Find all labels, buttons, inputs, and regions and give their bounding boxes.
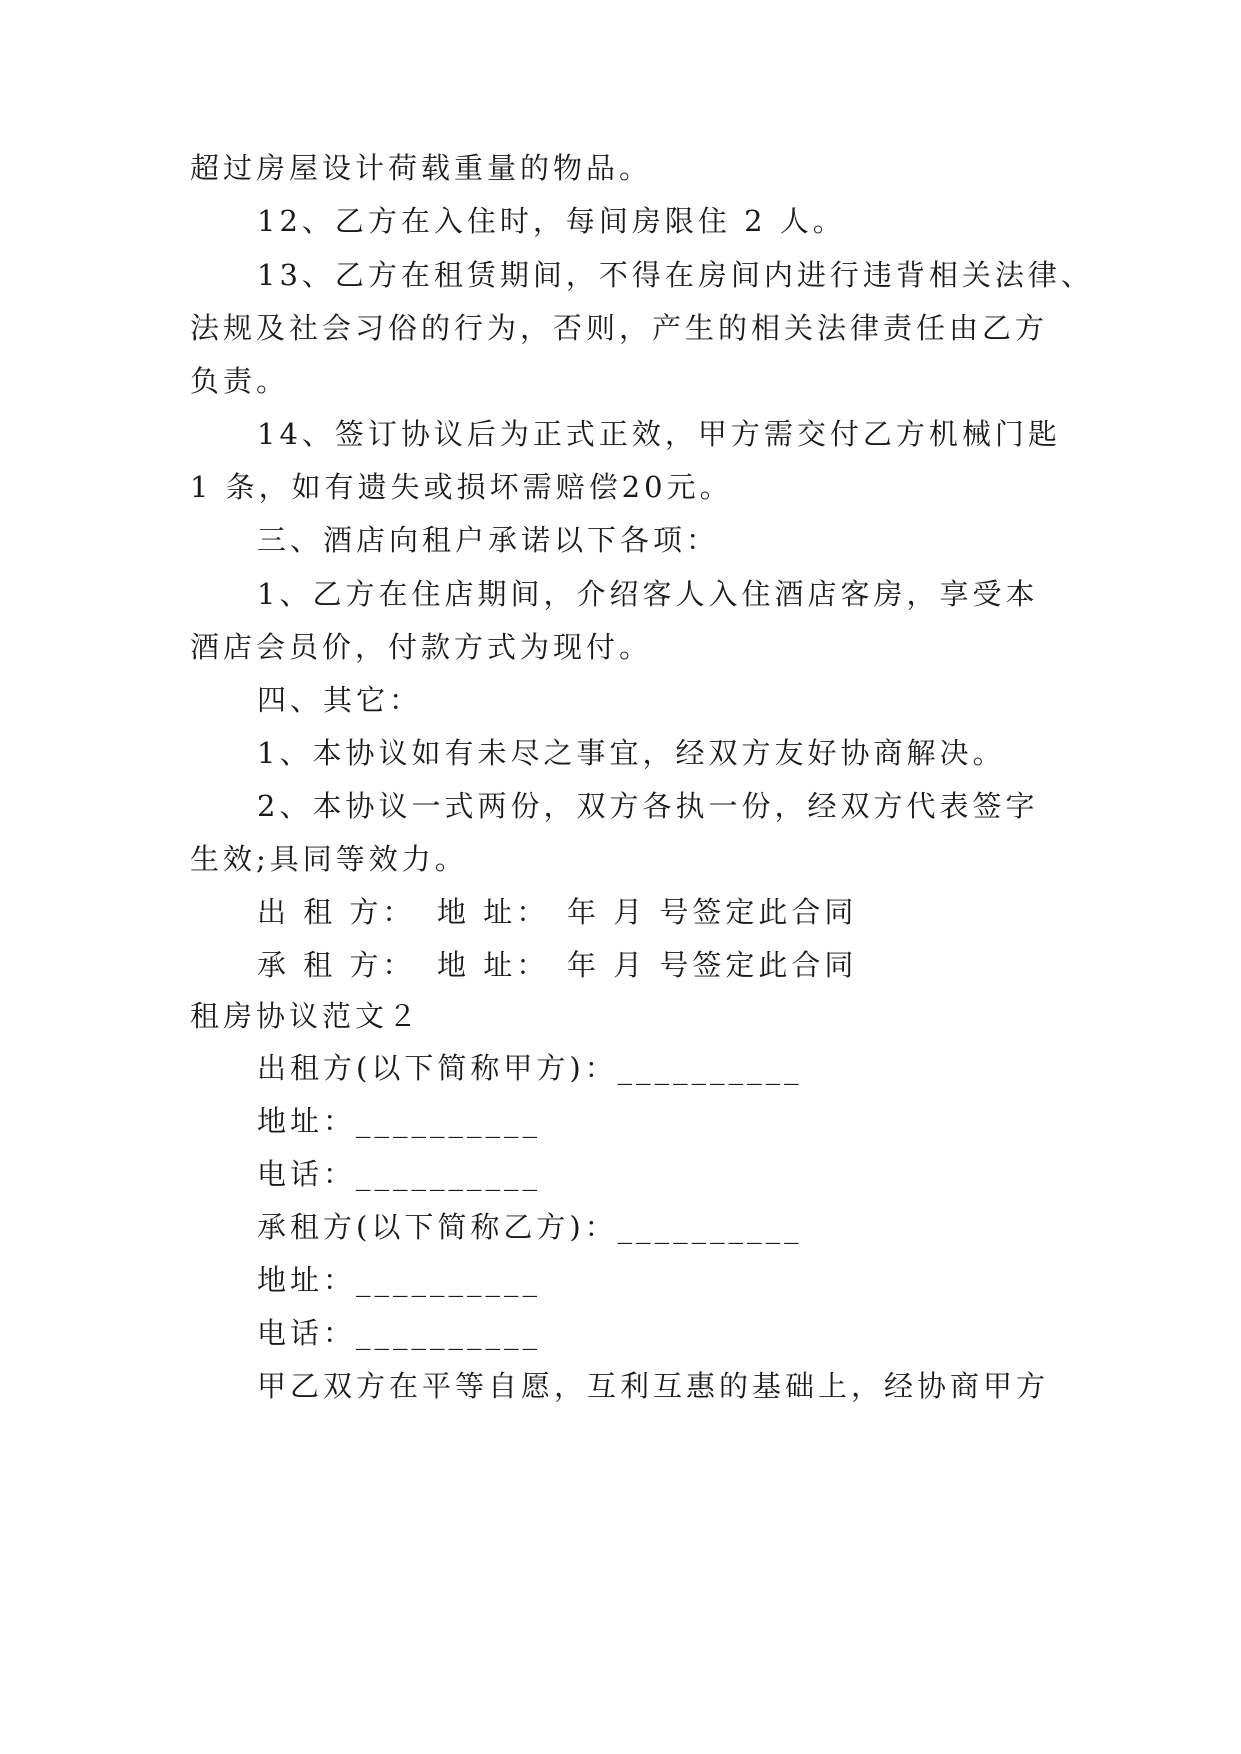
lessee-blank: __________ [617,1210,803,1244]
text-line: 酒店会员价，付款方式为现付。 [190,630,653,664]
lessee-phone-label: 电话： [257,1316,357,1350]
lessor-label: 出租方(以下简称甲方)： [257,1051,618,1085]
lessor-phone-field [0,1154,1241,1194]
text-line: 2、本协议一式两份，双方各执一份，经双方代表签字 [257,789,1039,823]
lessee-date-text: 年 月 号签定此合同 [567,948,858,982]
lessee-address-blank: __________ [356,1263,542,1297]
lessor-blank: __________ [617,1051,803,1085]
text-line: 1、本协议如有未尽之事宜，经双方友好协商解决。 [257,736,1006,770]
lessee-address-field [0,1260,1241,1300]
lessee-phone-blank: __________ [356,1316,542,1350]
text-line: 1、乙方在住店期间，介绍客人入住酒店客房，享受本 [257,577,1039,611]
text-line: 四、其它： [257,683,423,717]
lessor-date-text: 年 月 号签定此合同 [567,895,858,929]
lessor-address-field [0,1101,1241,1141]
lessor-address-field-label: 地址： [257,1104,357,1138]
lessee-phone-field [0,1313,1241,1353]
lessor-phone-blank: __________ [356,1157,542,1191]
lessor-signature-line [0,892,1241,932]
lessee-signature-line [0,945,1241,985]
text-line: 13、乙方在租赁期间，不得在房间内进行违背相关法律、 [257,258,1094,292]
section-title: 租房协议范文２ [190,999,422,1033]
lessor-field [0,1048,1241,1088]
text-line: 1 条，如有遗失或损坏需赔偿20元。 [190,470,733,504]
lessor-address-label: 地 址： [437,895,550,929]
text-line: 法规及社会习俗的行为，否则，产生的相关法律责任由乙方 [190,311,1049,345]
lessee-party-label: 承 租 方： [257,948,416,982]
lessor-address-blank: __________ [356,1104,542,1138]
lessee-address-label: 地 址： [437,948,550,982]
text-line: 14、签订协议后为正式正效，甲方需交付乙方机械门匙 [257,417,1061,451]
text-line: 12、乙方在入住时，每间房限住 2 人。 [257,204,846,238]
text-line: 三、酒店向租户承诺以下各项： [257,523,720,557]
lessee-label: 承租方(以下简称乙方)： [257,1210,618,1244]
text-line: 生效;具同等效力。 [190,842,468,876]
text-line: 超过房屋设计荷载重量的物品。 [190,151,653,185]
lessee-field [0,1207,1241,1247]
lessor-party-label: 出 租 方： [257,895,416,929]
text-line: 负责。 [190,364,290,398]
closing-line: 甲乙双方在平等自愿，互利互惠的基础上，经协商甲方 [257,1369,1050,1403]
lessor-phone-label: 电话： [257,1157,357,1191]
lessee-address-field-label: 地址： [257,1263,357,1297]
